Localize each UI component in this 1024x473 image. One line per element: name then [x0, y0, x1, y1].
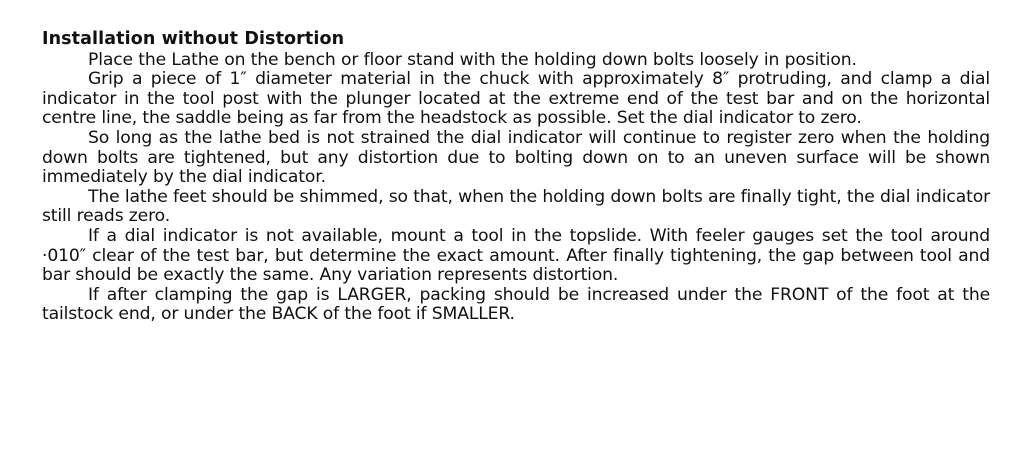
- paragraph-feeler-gauges: If a dial indicator is not available, mount a tool in the topslide. With feeler gauges set the tool around ·010″ clear of the test bar, but determine the exact amount. After finally tightening, the gap between tool and bar should be exactly the same. Any variation represents distortion.: [42, 225, 990, 286]
- paragraph-packing: If after clamping the gap is LARGER, packing should be increased under the FRONT of the foot at the tailstock end, or under the BACK of the foot if SMALLER.: [42, 284, 990, 325]
- paragraph-bench-placement: Place the Lathe on the bench or floor stand with the holding down bolts loosely in position.: [88, 49, 857, 70]
- document-page: [42, 30, 990, 325]
- section-heading: Installation without Distortion: [42, 29, 345, 49]
- paragraph-bed-strain: So long as the lathe bed is not strained the dial indicator will continue to register zero when the holding down bolts are tightened, but any distortion due to bolting down on to an uneven surface will be shown immediately by the dial indicator.: [42, 127, 990, 188]
- paragraph-shimming: The lathe feet should be shimmed, so that, when the holding down bolts are finally tight, the dial indicator still reads zero.: [42, 186, 990, 227]
- paragraph-dial-setup: Grip a piece of 1″ diameter material in the chuck with approximately 8″ protruding, and clamp a dial indicator in the tool post with the plunger located at the extreme end of the test bar and on the horizontal centre line, the saddle being as far from the headstock as possible. Set the dial indicator to zero.: [42, 69, 990, 129]
